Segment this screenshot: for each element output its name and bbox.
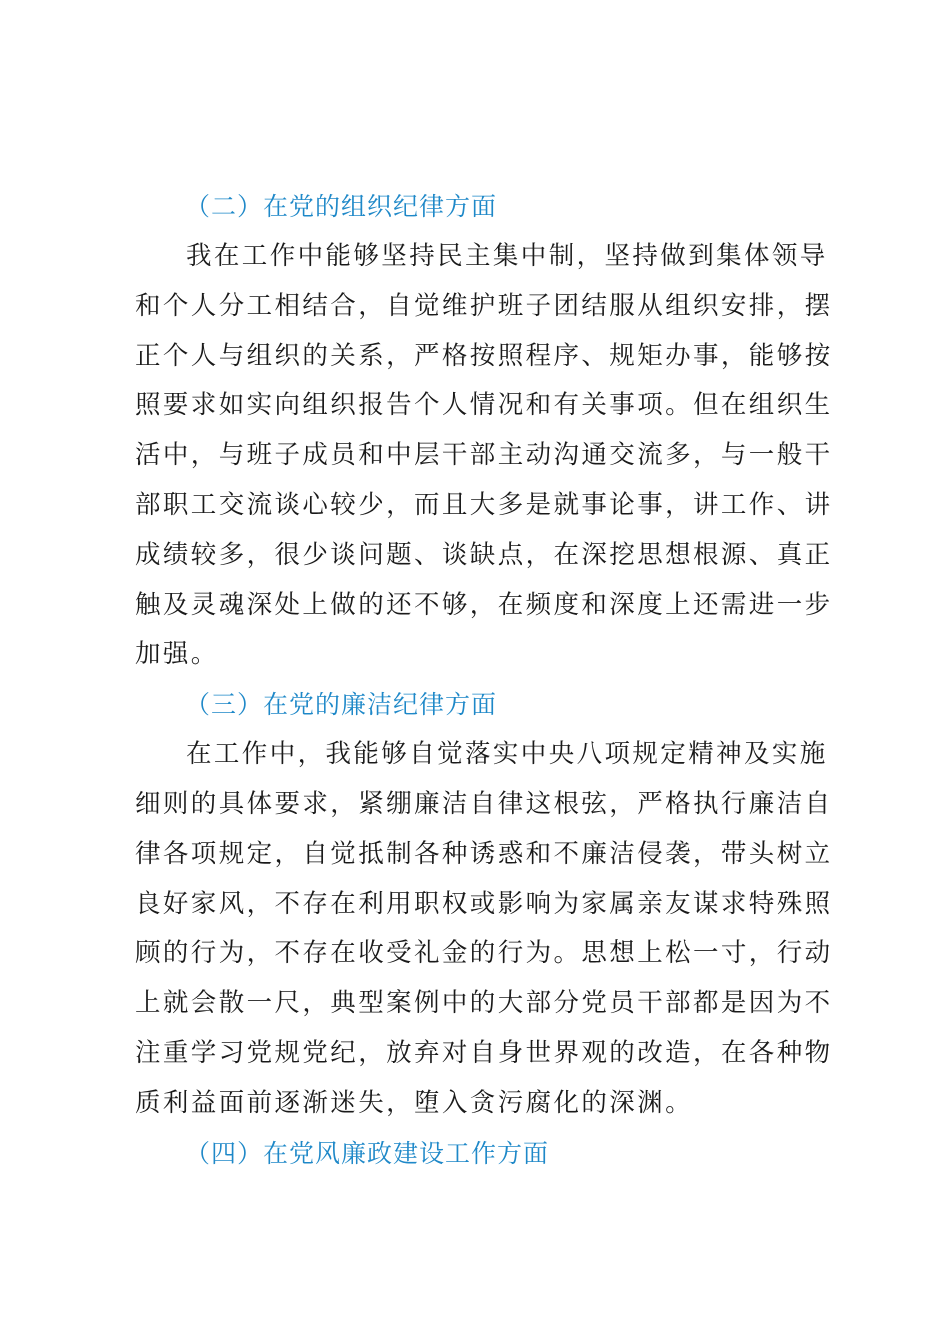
paragraph-line: 正个人与组织的关系，严格按照程序、规矩办事，能够按 xyxy=(135,340,833,371)
paragraph-line: 部职工交流谈心较少，而且大多是就事论事，讲工作、讲 xyxy=(135,489,833,520)
paragraph-line: 活中，与班子成员和中层干部主动沟通交流多，与一般干 xyxy=(135,440,833,471)
paragraph-line: 我在工作中能够坚持民主集中制，坚持做到集体领导 xyxy=(186,241,828,271)
paragraph-line: 照要求如实向组织报告个人情况和有关事项。但在组织生 xyxy=(135,390,833,421)
paragraph-organization xyxy=(135,232,831,680)
paragraph-line: 顾的行为，不存在收受礼金的行为。思想上松一寸，行动 xyxy=(135,938,833,969)
paragraph-line: 细则的具体要求，紧绷廉洁自律这根弦，严格执行廉洁自 xyxy=(135,788,833,819)
paragraph-line: 良好家风，不存在利用职权或影响为家属亲友谋求特殊照 xyxy=(135,888,833,919)
paragraph-integrity xyxy=(135,730,831,1128)
paragraph-line: 成绩较多，很少谈问题、谈缺点，在深挖思想根源、真正 xyxy=(135,539,833,570)
paragraph-line: 注重学习党规党纪，放弃对自身世界观的改造，在各种物 xyxy=(135,1037,833,1068)
document-page xyxy=(135,182,831,1179)
paragraph-line: 律各项规定，自觉抵制各种诱惑和不廉洁侵袭，带头树立 xyxy=(135,838,833,869)
section-heading-integrity: （三）在党的廉洁纪律方面 xyxy=(185,690,498,720)
paragraph-line: 触及灵魂深处上做的还不够，在频度和深度上还需进一步 xyxy=(135,589,833,620)
paragraph-line: 质利益面前逐渐迷失，堕入贪污腐化的深渊。 xyxy=(135,1087,694,1118)
section-heading-organization: （二）在党的组织纪律方面 xyxy=(185,192,498,221)
section-heading-clean-governance: （四）在党风廉政建设工作方面 xyxy=(185,1138,550,1168)
paragraph-line: 加强。 xyxy=(135,639,219,670)
paragraph-line: 和个人分工相结合，自觉维护班子团结服从组织安排，摆 xyxy=(135,290,833,321)
paragraph-line: 在工作中，我能够自觉落实中央八项规定精神及实施 xyxy=(186,739,828,770)
paragraph-line: 上就会散一尺，典型案例中的大部分党员干部都是因为不 xyxy=(135,988,833,1019)
